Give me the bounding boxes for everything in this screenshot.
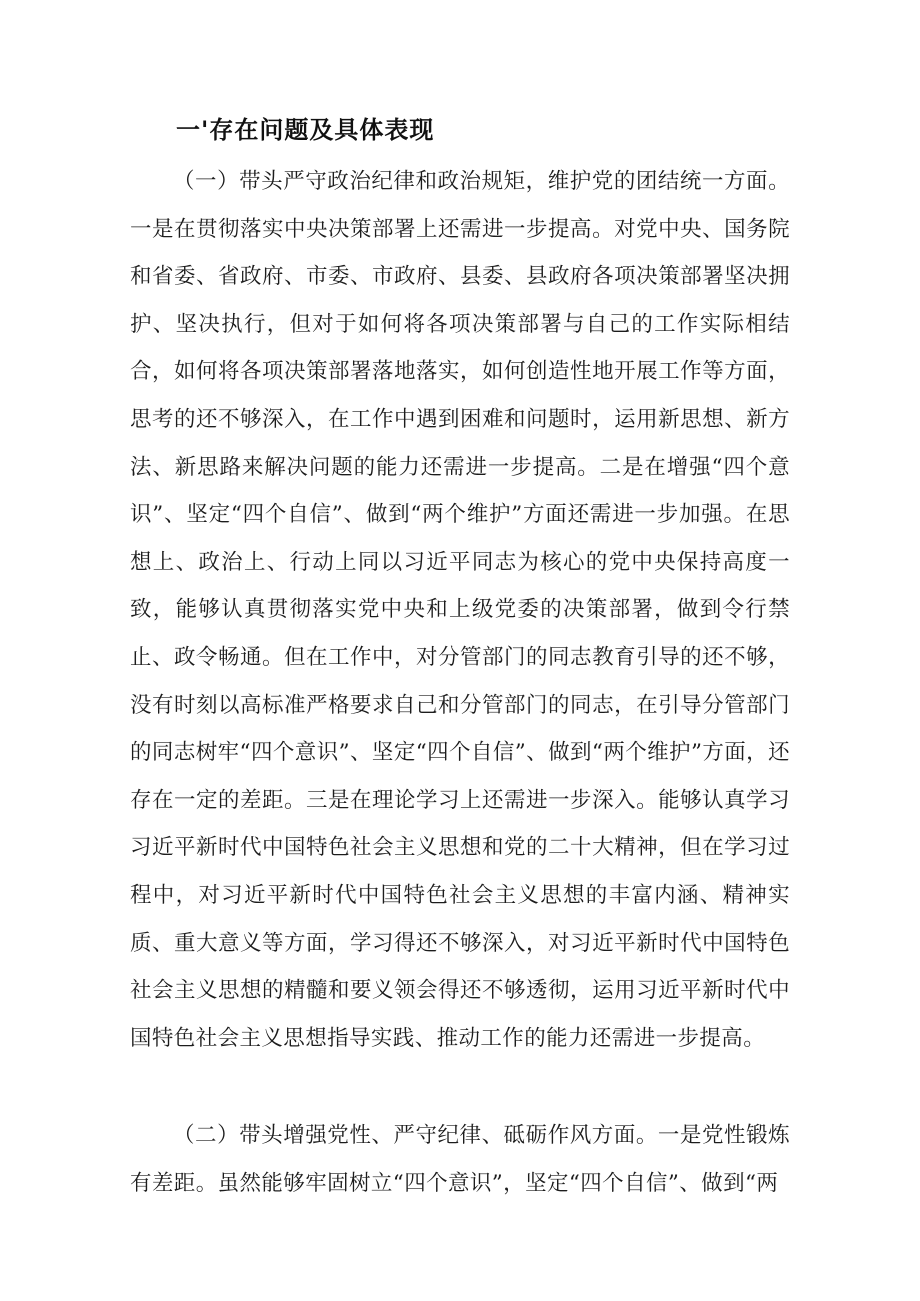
body-paragraph-2: （二）带头增强党性、严守纪律、砥砺作风方面。一是党性锻炼有差距。虽然能够牢固树立“四个意识”，坚定“四个自信”、做到“两 (130, 1123, 790, 1196)
section-heading: 一'存在问题及具体表现 (176, 116, 435, 144)
body-paragraph-1: （一）带头严守政治纪律和政治规矩，维护党的团结统一方面。一是在贯彻落实中央决策部署上还需进一步提高。对党中央、国务院和省委、省政府、市委、市政府、县委、县政府各项决策部署坚决拥护、坚决执行，但对于如何将各项决策部署与自己的工作实际相结合，如何将各项决策部署落地落实，如何创造性地开展工作等方面，思考的还不够深入，在工作中遇到困难和问题时，运用新思想、新方法、新思路来解决问题的能力还需进一步提高。二是在增强“四个意识”、坚定“四个自信”、做到“两个维护”方面还需进一步加强。在思想上、政治上、行动上同以习近平同志为核心的党中央保持高度一致，能够认真贯彻落实党中央和上级党委的决策部署，做到令行禁止、政令畅通。但在工作中，对分管部门的同志教育引导的还不够，没有时刻以高标准严格要求自己和分管部门的同志，在引导分管部门的同志树牢“四个意识”、坚定“四个自信”、做到“两个维护”方面，还存在一定的差距。三是在理论学习上还需进一步深入。能够认真学习习近平新时代中国特色社会主义思想和党的二十大精神，但在学习过程中，对习近平新时代中国特色社会主义思想的丰富内涵、精神实质、重大意义等方面，学习得还不够深入，对习近平新时代中国特色社会主义思想的精髓和要义领会得还不够透彻，运用习近平新时代中国特色社会主义思想指导实践、推动工作的能力还需进一步提高。 (130, 169, 790, 1051)
